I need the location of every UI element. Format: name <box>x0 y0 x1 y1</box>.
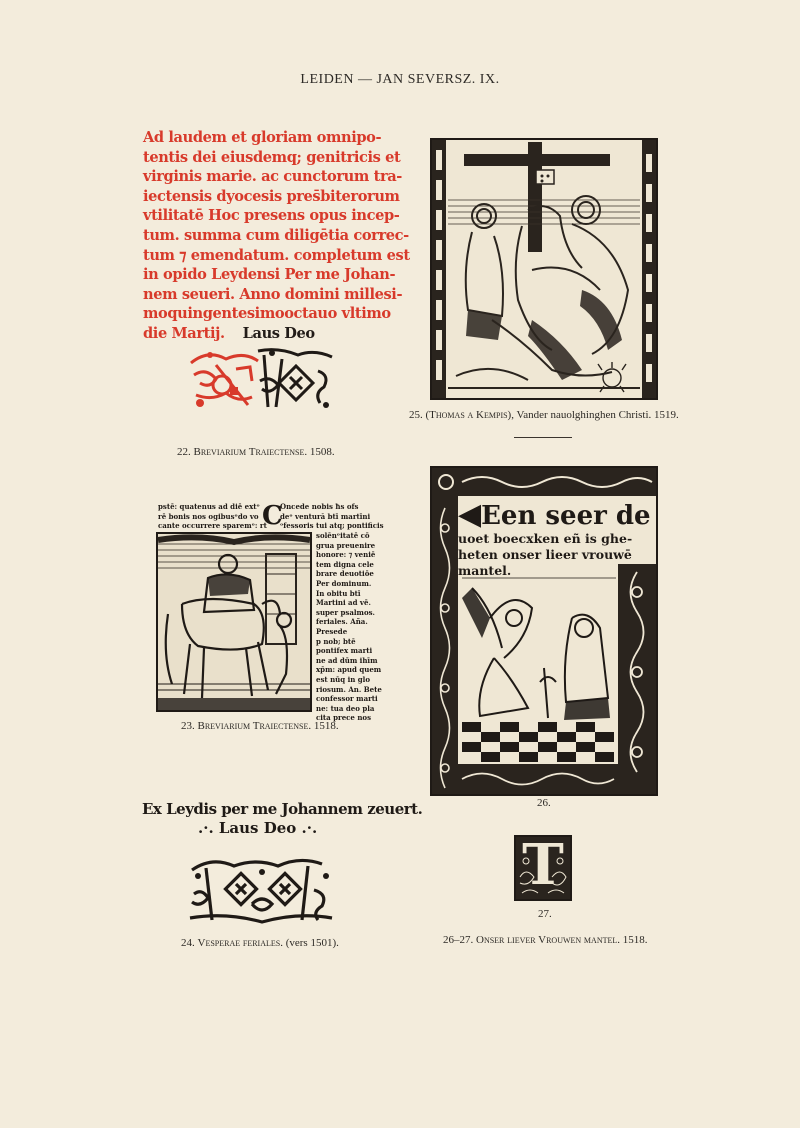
fig23-text-line: feriales. Aña. <box>316 617 368 627</box>
fig23-text-right-top: Oncede nobis ħs ofs deᵒ ventură btī martīni ᵒfessoris tui atq; pontificis <box>280 502 384 531</box>
fig23-text-side <box>316 531 382 723</box>
fig23-text-line: brare deuotiōe <box>316 569 374 579</box>
fig22-rubric-line: in opido Leydensi Per me Johan- <box>143 266 396 284</box>
fig22-rubric-line: Ad laudem et gloriam omnipo- <box>143 129 382 146</box>
fig25-caption: 25. (Thomas a Kempis), Vander nauolghinghen Christi. 1519. <box>409 409 679 421</box>
fig22-rubric-line: tum ⁊ emendatum. completum est <box>143 246 410 264</box>
section-divider-rule <box>514 437 572 438</box>
fig23-text-line: Martini ad vē. <box>316 598 371 608</box>
fig22-rubric-line: moquingentesimooctauo vltimo <box>143 305 391 323</box>
fig22-caption: 22. Breviarium Traiectense. 1508. <box>177 446 335 458</box>
fig22-printer-mark <box>186 345 336 413</box>
fig22-rubric-line: tum. summa cum diligētia correc- <box>143 226 409 244</box>
fig23-text-line: super psalmos. <box>316 607 375 617</box>
fig23-breviary-page <box>156 501 384 723</box>
fig22-rubric-line: virginis marie. ac cunctorum tra- <box>143 168 402 186</box>
fig23-text-line: p nob; btē <box>316 636 356 646</box>
fig23-text-line: cita prece nos <box>316 713 372 723</box>
fig23-text-top: pstē: quatenus ad diē extᵒ rē bonis nos ogibusᵒdo vo cante occurrere sparemᵒ: rt <box>158 502 267 531</box>
fig24-colophon-line1: Ex Leydis per me Johannem zeuert. <box>142 800 423 818</box>
fig22-rubric-line: nem seueri. Anno domini millesi- <box>143 285 403 303</box>
fig25-woodcut-pieta <box>430 138 658 400</box>
fig23-initial-c: C <box>262 501 283 531</box>
running-head: LEIDEN — JAN SEVERSZ. IX. <box>300 72 500 87</box>
fig23-text-line: solēnᵒitatē cō <box>316 531 370 540</box>
fig23-text-line: Per dominum. <box>316 578 372 588</box>
fig23-woodcut-st-martin <box>156 532 312 712</box>
fig23-text-line: est nūq in glo <box>316 674 370 684</box>
fig26-caption: 26. <box>537 797 551 809</box>
fig24-caption: 24. Vesperae feriales. (vers 1501). <box>181 937 339 949</box>
fig23-text-line: xp̄m: apud quem <box>316 665 382 675</box>
fig26-title-text: ◀Een seer de uoet boecxken eñ is ghe- heten onser lieer vrouwē mantel. <box>458 497 651 578</box>
fig26-title-page-woodcut <box>430 466 658 796</box>
fig22-rubric-line: tentis dei eiusdemq; genitricis et <box>143 148 401 166</box>
fig22-rubric-line: vtilitatē Hoc presens opus incep- <box>143 207 400 225</box>
fig23-text-line: confessor marti <box>316 694 378 704</box>
fig22-rubric-line: iectensis dyocesis pres̄biterorum <box>143 187 400 205</box>
fig23-text-line: riosum. An. Bete <box>316 684 382 694</box>
fig23-text-line: Presede <box>316 626 348 636</box>
fig27-initial-letter: T <box>522 832 564 898</box>
fig23-text-line: In obitu btī <box>316 588 361 598</box>
fig23-text-line: tem digna cele <box>316 559 374 569</box>
fig23-caption: 23. Breviarium Traiectense. 1518. <box>181 720 339 732</box>
fig22-laus-deo: Laus Deo <box>242 324 315 342</box>
fig27-decorated-initial <box>514 832 572 901</box>
fig27-caption: 27. <box>538 908 552 920</box>
fig23-text-line: ne ad dūm ihīm <box>316 655 378 665</box>
fig22-rubric-line <box>143 324 378 344</box>
fig23-text-line: ne: tua deo pla <box>316 703 375 713</box>
fig24-printer-mark <box>186 854 336 926</box>
fig23-text-line: grua preuenire <box>316 540 376 550</box>
fig23-text-line: pontifex marti <box>316 646 373 656</box>
fig26-27-caption: 26–27. Onser liever Vrouwen mantel. 1518. <box>443 934 648 946</box>
fig24-colophon-line2: .·. Laus Deo .·. <box>198 819 318 837</box>
fig22-rubric-colophon <box>143 128 410 344</box>
fig23-text-line: honore: ⁊ veniē <box>316 550 376 560</box>
fig22-rubric-last-line: die Martij. <box>143 324 225 342</box>
